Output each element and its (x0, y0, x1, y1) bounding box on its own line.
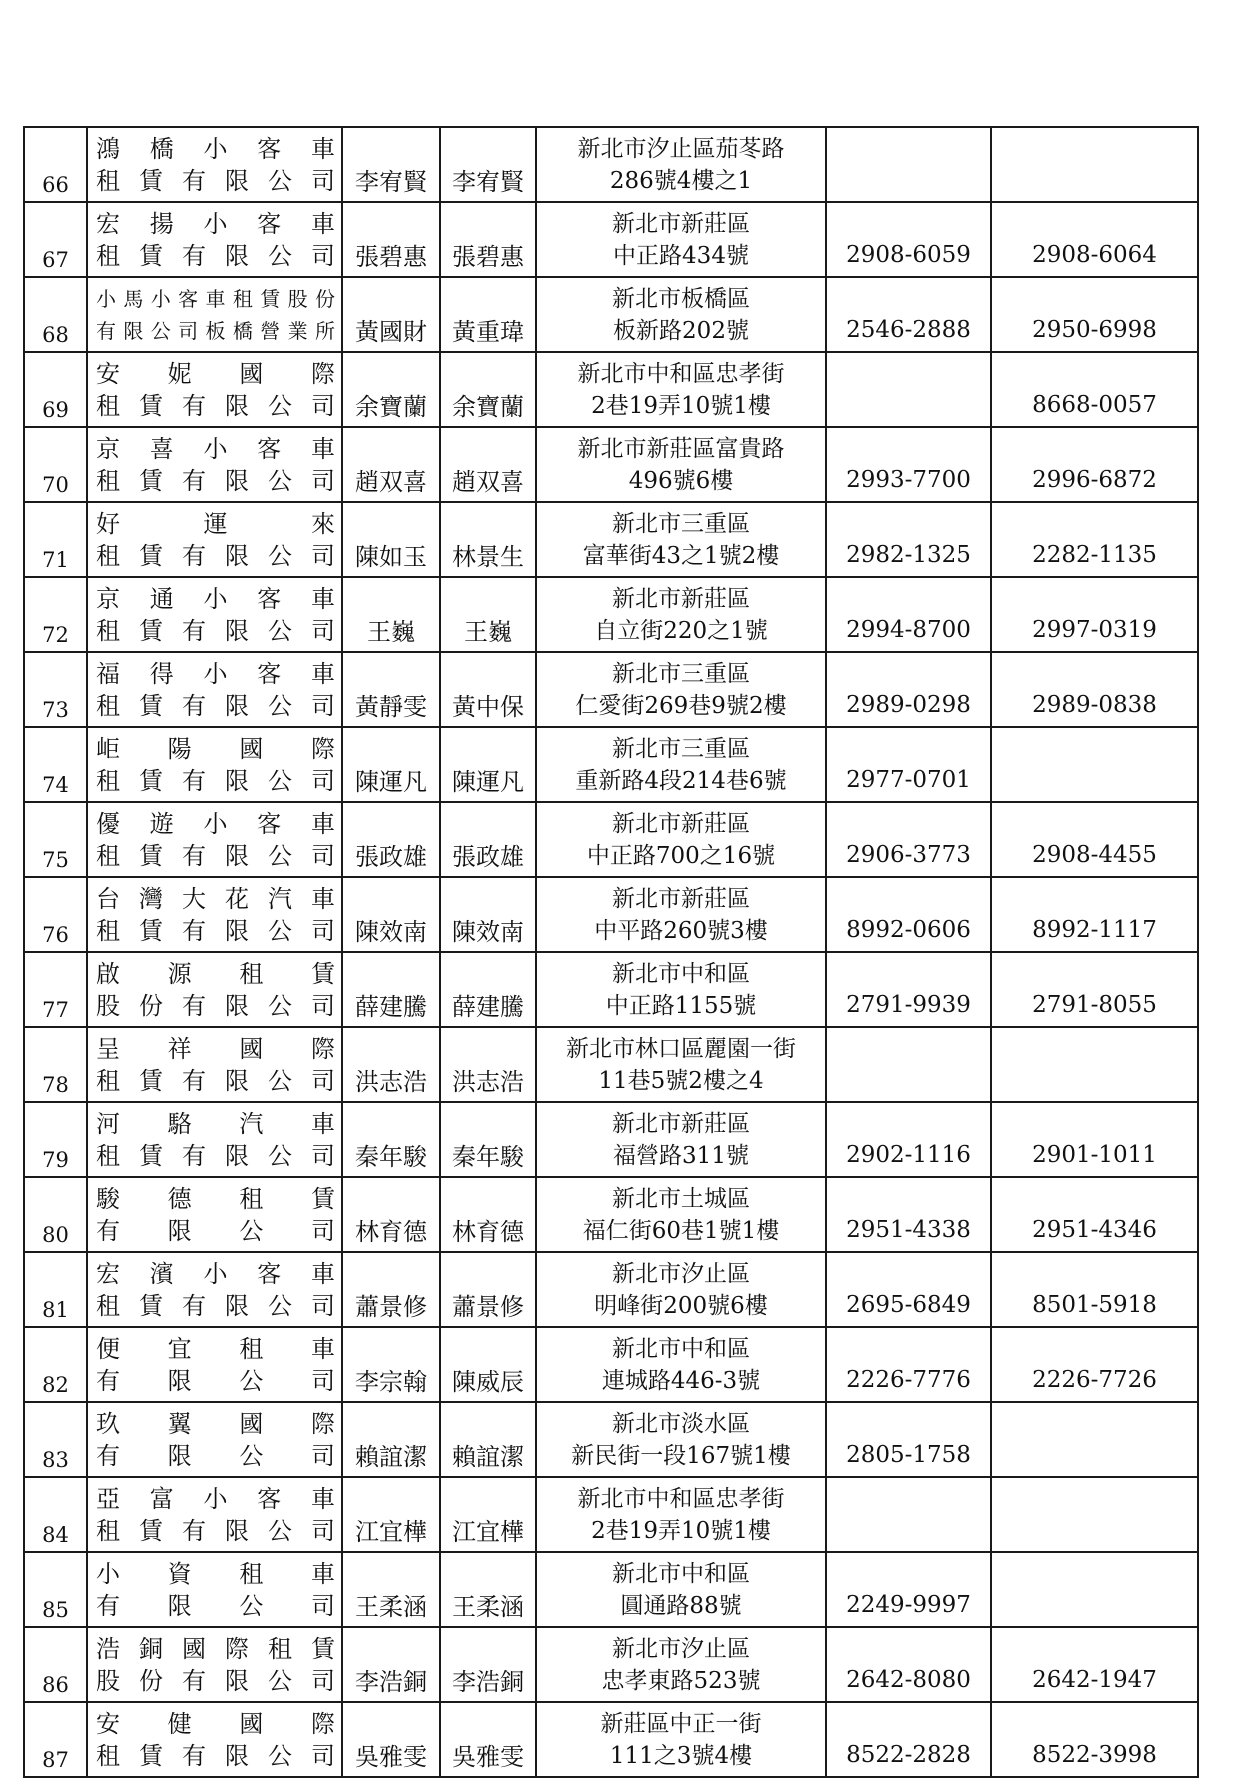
address-line: 新北市三重區 (612, 510, 750, 537)
address-line: 新北市中和區 (612, 960, 750, 987)
owner-name: 陳效南 (342, 877, 440, 952)
address (536, 502, 826, 577)
table-row (24, 1627, 1198, 1702)
company-name-line: 租賃有限公司 (96, 691, 335, 720)
owner-name: 陳運凡 (342, 727, 440, 802)
address-line: 新北市新莊區 (612, 210, 750, 237)
address-line: 新北市新莊區 (612, 1110, 750, 1137)
address-line: 新北市中和區 (612, 1560, 750, 1587)
address-line: 新北市新莊區富貴路 (577, 435, 785, 462)
company-name (87, 277, 342, 352)
fax: 2642-1947 (991, 1627, 1198, 1702)
address-line: 11巷5號2樓之4 (598, 1067, 764, 1094)
address-line: 新北市新莊區 (612, 810, 750, 837)
address-line: 板新路202號 (613, 317, 749, 344)
owner-name: 賴誼潔 (342, 1402, 440, 1477)
table-row (24, 1102, 1198, 1177)
row-number: 84 (24, 1477, 87, 1552)
fax (991, 1402, 1198, 1477)
address-line: 新北市土城區 (612, 1185, 750, 1212)
company-name-line: 租賃有限公司 (96, 1516, 335, 1545)
address-line: 新北市淡水區 (612, 1410, 750, 1437)
address (536, 352, 826, 427)
manager-name: 秦年駿 (440, 1102, 536, 1177)
address-line: 新北市三重區 (612, 735, 750, 762)
address (536, 1102, 826, 1177)
row-number: 73 (24, 652, 87, 727)
company-name (87, 427, 342, 502)
address-line: 新北市三重區 (612, 660, 750, 687)
row-number: 85 (24, 1552, 87, 1627)
telephone: 2695-6849 (826, 1252, 991, 1327)
table-row (24, 127, 1198, 202)
company-name-line: 租賃有限公司 (96, 916, 335, 945)
telephone: 2249-9997 (826, 1552, 991, 1627)
manager-name: 李宥賢 (440, 127, 536, 202)
fax: 2951-4346 (991, 1177, 1198, 1252)
table-row (24, 577, 1198, 652)
address-line: 福營路311號 (613, 1142, 749, 1169)
owner-name: 張碧惠 (342, 202, 440, 277)
row-number: 86 (24, 1627, 87, 1702)
address (536, 1552, 826, 1627)
company-name-line: 有限公司板橋營業所 (96, 318, 335, 343)
company-name (87, 127, 342, 202)
address-line: 富華街43之1號2樓 (582, 542, 780, 569)
fax: 2997-0319 (991, 577, 1198, 652)
owner-name: 張政雄 (342, 802, 440, 877)
address-line: 福仁街60巷1號1樓 (582, 1217, 780, 1244)
manager-name: 陳運凡 (440, 727, 536, 802)
fax: 8501-5918 (991, 1252, 1198, 1327)
table-row (24, 1702, 1198, 1777)
fax: 2791-8055 (991, 952, 1198, 1027)
manager-name: 洪志浩 (440, 1027, 536, 1102)
owner-name: 黃靜雯 (342, 652, 440, 727)
row-number: 80 (24, 1177, 87, 1252)
address-line: 新北市汐止區 (612, 1260, 750, 1287)
row-number: 76 (24, 877, 87, 952)
fax (991, 1552, 1198, 1627)
telephone: 2902-1116 (826, 1102, 991, 1177)
fax: 2226-7726 (991, 1327, 1198, 1402)
telephone: 2993-7700 (826, 427, 991, 502)
manager-name: 黃重瑋 (440, 277, 536, 352)
address (536, 577, 826, 652)
company-name-line: 租賃有限公司 (96, 1066, 335, 1095)
address (536, 1027, 826, 1102)
row-number: 87 (24, 1702, 87, 1777)
company-name (87, 577, 342, 652)
owner-name: 秦年駿 (342, 1102, 440, 1177)
telephone (826, 127, 991, 202)
manager-name: 王柔涵 (440, 1552, 536, 1627)
row-number: 82 (24, 1327, 87, 1402)
company-name-line: 有限公司 (96, 1216, 335, 1245)
address (536, 427, 826, 502)
fax: 8522-3998 (991, 1702, 1198, 1777)
address-line: 忠孝東路523號 (601, 1667, 761, 1694)
company-name-line: 租賃有限公司 (96, 1741, 335, 1770)
address-line: 新北市汐止區 (612, 1635, 750, 1662)
owner-name: 余寶蘭 (342, 352, 440, 427)
fax: 8668-0057 (991, 352, 1198, 427)
address (536, 1627, 826, 1702)
owner-name: 陳如玉 (342, 502, 440, 577)
owner-name: 李宥賢 (342, 127, 440, 202)
manager-name: 薛建騰 (440, 952, 536, 1027)
address-line: 2巷19弄10號1樓 (591, 1517, 771, 1544)
company-name-line: 股份有限公司 (96, 1666, 335, 1695)
company-name-line: 租賃有限公司 (96, 166, 335, 195)
telephone: 2791-9939 (826, 952, 991, 1027)
telephone: 2951-4338 (826, 1177, 991, 1252)
address-line: 重新路4段214巷6號 (575, 767, 787, 794)
row-number: 71 (24, 502, 87, 577)
owner-name: 吳雅雯 (342, 1702, 440, 1777)
owner-name: 王巍 (342, 577, 440, 652)
company-name (87, 1552, 342, 1627)
company-name (87, 1627, 342, 1702)
fax: 8992-1117 (991, 877, 1198, 952)
company-name-line: 好運來 (96, 509, 335, 538)
company-name-line: 啟源租賃 (96, 959, 335, 988)
company-name (87, 1702, 342, 1777)
address-line: 新莊區中正一街 (600, 1710, 762, 1737)
company-name-line: 宏揚小客車 (96, 209, 335, 238)
address-line: 新北市新莊區 (612, 585, 750, 612)
address-line: 連城路446-3號 (601, 1367, 761, 1394)
table-row (24, 1252, 1198, 1327)
address (536, 1402, 826, 1477)
company-name-line: 小馬小客車租賃股份 (96, 286, 335, 311)
company-name (87, 1477, 342, 1552)
telephone: 2805-1758 (826, 1402, 991, 1477)
address-line: 111之3號4樓 (609, 1742, 753, 1769)
address (536, 1252, 826, 1327)
company-name-line: 岠陽國際 (96, 734, 335, 763)
address-line: 明峰街200號6樓 (594, 1292, 768, 1319)
row-number: 75 (24, 802, 87, 877)
table-row (24, 1402, 1198, 1477)
address (536, 652, 826, 727)
company-name (87, 1177, 342, 1252)
telephone: 8992-0606 (826, 877, 991, 952)
manager-name: 陳威辰 (440, 1327, 536, 1402)
company-name-line: 優遊小客車 (96, 809, 335, 838)
table-row (24, 1027, 1198, 1102)
address-line: 新北市林口區麗園一街 (566, 1035, 796, 1062)
table-row (24, 427, 1198, 502)
company-name (87, 352, 342, 427)
company-name-line: 亞富小客車 (96, 1484, 335, 1513)
owner-name: 蕭景修 (342, 1252, 440, 1327)
table-row (24, 352, 1198, 427)
address-line: 新北市新莊區 (612, 885, 750, 912)
table-row (24, 1177, 1198, 1252)
company-name-line: 安健國際 (96, 1709, 335, 1738)
fax (991, 1477, 1198, 1552)
row-number: 66 (24, 127, 87, 202)
owner-name: 李浩銅 (342, 1627, 440, 1702)
table-row (24, 202, 1198, 277)
address-line: 新民街一段167號1樓 (571, 1442, 791, 1469)
table-body (24, 127, 1198, 1777)
company-name-line: 京喜小客車 (96, 434, 335, 463)
company-name (87, 1252, 342, 1327)
address (536, 802, 826, 877)
manager-name: 余寶蘭 (440, 352, 536, 427)
fax (991, 727, 1198, 802)
company-name (87, 1027, 342, 1102)
row-number: 74 (24, 727, 87, 802)
table-row (24, 952, 1198, 1027)
company-name-line: 駿德租賃 (96, 1184, 335, 1213)
telephone (826, 352, 991, 427)
company-name-line: 租賃有限公司 (96, 1141, 335, 1170)
manager-name: 賴誼潔 (440, 1402, 536, 1477)
fax (991, 1027, 1198, 1102)
telephone (826, 1027, 991, 1102)
fax: 2282-1135 (991, 502, 1198, 577)
address (536, 1702, 826, 1777)
company-name-line: 租賃有限公司 (96, 466, 335, 495)
manager-name: 王巍 (440, 577, 536, 652)
company-name-line: 浩銅國際租賃 (96, 1634, 335, 1663)
company-name-line: 福得小客車 (96, 659, 335, 688)
fax: 2950-6998 (991, 277, 1198, 352)
table-row (24, 877, 1198, 952)
company-name (87, 502, 342, 577)
address-line: 中正路1155號 (605, 992, 757, 1019)
row-number: 68 (24, 277, 87, 352)
company-name-line: 安妮國際 (96, 359, 335, 388)
telephone: 2994-8700 (826, 577, 991, 652)
company-name-line: 宏濱小客車 (96, 1259, 335, 1288)
manager-name: 張政雄 (440, 802, 536, 877)
fax: 2908-6064 (991, 202, 1198, 277)
address (536, 877, 826, 952)
address (536, 952, 826, 1027)
company-name (87, 802, 342, 877)
company-name (87, 1402, 342, 1477)
table-row (24, 1477, 1198, 1552)
table-row (24, 802, 1198, 877)
company-name-line: 租賃有限公司 (96, 616, 335, 645)
address (536, 1477, 826, 1552)
address-line: 自立街220之1號 (594, 617, 768, 644)
company-name-line: 台灣大花汽車 (96, 884, 335, 913)
company-name-line: 租賃有限公司 (96, 766, 335, 795)
company-name-line: 租賃有限公司 (96, 1291, 335, 1320)
owner-name: 趙双喜 (342, 427, 440, 502)
rental-company-table (23, 126, 1199, 1778)
telephone: 8522-2828 (826, 1702, 991, 1777)
company-name-line: 租賃有限公司 (96, 391, 335, 420)
address-line: 中正路434號 (613, 242, 749, 269)
address (536, 277, 826, 352)
address-line: 496號6樓 (628, 467, 734, 494)
row-number: 77 (24, 952, 87, 1027)
owner-name: 王柔涵 (342, 1552, 440, 1627)
company-name-line: 玖翼國際 (96, 1409, 335, 1438)
manager-name: 趙双喜 (440, 427, 536, 502)
owner-name: 洪志浩 (342, 1027, 440, 1102)
company-name (87, 652, 342, 727)
company-name (87, 1327, 342, 1402)
company-name-line: 京通小客車 (96, 584, 335, 613)
manager-name: 李浩銅 (440, 1627, 536, 1702)
address-line: 286號4樓之1 (609, 167, 753, 194)
company-name (87, 202, 342, 277)
address (536, 1327, 826, 1402)
manager-name: 黃中保 (440, 652, 536, 727)
address-line: 新北市中和區忠孝街 (577, 360, 785, 387)
telephone: 2226-7776 (826, 1327, 991, 1402)
telephone: 2546-2888 (826, 277, 991, 352)
fax: 2989-0838 (991, 652, 1198, 727)
row-number: 67 (24, 202, 87, 277)
company-name-line: 股份有限公司 (96, 991, 335, 1020)
table-row (24, 502, 1198, 577)
address (536, 1177, 826, 1252)
table-row (24, 727, 1198, 802)
company-name (87, 727, 342, 802)
address (536, 127, 826, 202)
row-number: 72 (24, 577, 87, 652)
company-name-line: 鴻橋小客車 (96, 134, 335, 163)
table-row (24, 652, 1198, 727)
telephone: 2977-0701 (826, 727, 991, 802)
manager-name: 陳效南 (440, 877, 536, 952)
company-name-line: 小資租車 (96, 1559, 335, 1588)
company-name-line: 租賃有限公司 (96, 241, 335, 270)
company-name-line: 便宜租車 (96, 1334, 335, 1363)
telephone (826, 1477, 991, 1552)
fax: 2901-1011 (991, 1102, 1198, 1177)
address-line: 新北市汐止區茄苳路 (577, 135, 785, 162)
fax: 2908-4455 (991, 802, 1198, 877)
fax (991, 127, 1198, 202)
address-line: 中正路700之16號 (586, 842, 776, 869)
company-name-line: 有限公司 (96, 1591, 335, 1620)
owner-name: 李宗翰 (342, 1327, 440, 1402)
manager-name: 張碧惠 (440, 202, 536, 277)
address (536, 727, 826, 802)
telephone: 2989-0298 (826, 652, 991, 727)
row-number: 78 (24, 1027, 87, 1102)
address-line: 2巷19弄10號1樓 (591, 392, 771, 419)
company-name-line: 租賃有限公司 (96, 541, 335, 570)
company-name (87, 952, 342, 1027)
company-name (87, 1102, 342, 1177)
address (536, 202, 826, 277)
owner-name: 江宜樺 (342, 1477, 440, 1552)
address-line: 仁愛街269巷9號2樓 (575, 692, 787, 719)
row-number: 81 (24, 1252, 87, 1327)
telephone: 2642-8080 (826, 1627, 991, 1702)
address-line: 圓通路88號 (620, 1592, 742, 1619)
company-name-line: 有限公司 (96, 1441, 335, 1470)
row-number: 69 (24, 352, 87, 427)
manager-name: 蕭景修 (440, 1252, 536, 1327)
owner-name: 林育德 (342, 1177, 440, 1252)
telephone: 2982-1325 (826, 502, 991, 577)
table-row (24, 277, 1198, 352)
table-row (24, 1327, 1198, 1402)
owner-name: 薛建騰 (342, 952, 440, 1027)
company-name (87, 877, 342, 952)
address-line: 新北市中和區忠孝街 (577, 1485, 785, 1512)
manager-name: 林景生 (440, 502, 536, 577)
address-line: 新北市板橋區 (612, 285, 750, 312)
table-row (24, 1552, 1198, 1627)
row-number: 70 (24, 427, 87, 502)
fax: 2996-6872 (991, 427, 1198, 502)
owner-name: 黃國財 (342, 277, 440, 352)
company-name-line: 有限公司 (96, 1366, 335, 1395)
telephone: 2906-3773 (826, 802, 991, 877)
telephone: 2908-6059 (826, 202, 991, 277)
manager-name: 江宜樺 (440, 1477, 536, 1552)
manager-name: 吳雅雯 (440, 1702, 536, 1777)
manager-name: 林育德 (440, 1177, 536, 1252)
row-number: 79 (24, 1102, 87, 1177)
company-name-line: 租賃有限公司 (96, 841, 335, 870)
company-name-line: 呈祥國際 (96, 1034, 335, 1063)
address-line: 中平路260號3樓 (594, 917, 768, 944)
address-line: 新北市中和區 (612, 1335, 750, 1362)
company-name-line: 河駱汽車 (96, 1109, 335, 1138)
row-number: 83 (24, 1402, 87, 1477)
